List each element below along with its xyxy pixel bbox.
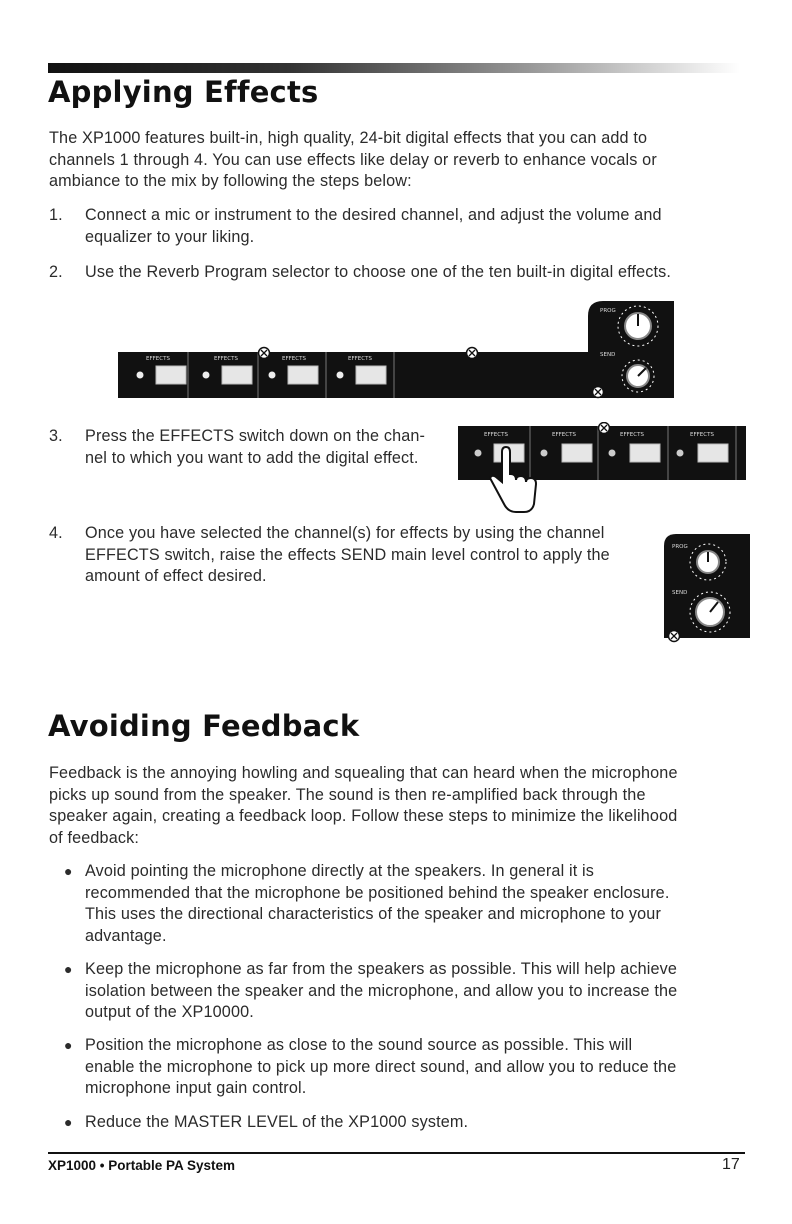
send-label: SEND <box>600 352 616 358</box>
effects-label: EFFECTS <box>348 356 372 362</box>
step-3 <box>49 426 469 472</box>
text-line: Reduce the MASTER LEVEL of the XP1000 system. <box>85 1113 469 1131</box>
section-title-applying-effects: Applying Effects <box>48 75 319 109</box>
text-line: Position the microphone as close to the sound source as possible. This will <box>85 1036 633 1054</box>
prog-label: PROG <box>672 544 688 550</box>
bullet-icon: ● <box>64 961 73 977</box>
effects-label: EFFECTS <box>214 356 238 362</box>
bullet-item <box>64 1035 734 1101</box>
text-line: Keep the microphone as far from the speakers as possible. This will help achieve <box>85 960 678 978</box>
effects-switch-press-illustration <box>458 422 746 518</box>
step-number: 4. <box>49 524 63 542</box>
text-line: Avoid pointing the microphone directly at the speakers. In general it is <box>85 862 594 880</box>
text-line: enable the microphone to pick up more direct sound, and allow you to reduce the <box>85 1057 677 1076</box>
section-title-avoiding-feedback: Avoiding Feedback <box>48 709 360 743</box>
step-number: 1. <box>49 206 63 224</box>
step-number: 3. <box>49 427 63 445</box>
step-4 <box>49 523 659 591</box>
effects-label: EFFECTS <box>620 432 644 438</box>
text-line: picks up sound from the speaker. The sound is then re-amplified back through the <box>49 785 646 804</box>
text-line: The XP1000 features built-in, high quality, 24-bit digital effects that you can add to <box>49 129 648 147</box>
text-line: Press the EFFECTS switch down on the chan- <box>85 427 426 445</box>
text-line: EFFECTS switch, raise the effects SEND main level control to apply the <box>85 545 610 564</box>
page-number: 17 <box>722 1156 740 1173</box>
bullet-item <box>64 861 734 949</box>
text-line: recommended that the microphone be positioned behind the speaker enclosure. <box>85 883 670 902</box>
bullet-icon: ● <box>64 863 73 879</box>
step-number: 2. <box>49 263 63 281</box>
feedback-intro-paragraph <box>49 763 739 849</box>
text-line: Use the Reverb Program selector to choose one of the ten built-in digital effects. <box>85 263 672 281</box>
prog-label: PROG <box>600 308 616 314</box>
effects-label: EFFECTS <box>552 432 576 438</box>
bullet-icon: ● <box>64 1114 73 1130</box>
footer-rule <box>48 1152 745 1154</box>
text-line: isolation between the speaker and the microphone, and allow you to increase the <box>85 981 678 1000</box>
step-2 <box>49 262 749 284</box>
text-line: amount of effect desired. <box>85 567 267 585</box>
step-1 <box>49 205 749 251</box>
effects-panel-illustration <box>118 296 674 400</box>
text-line: Connect a mic or instrument to the desired channel, and adjust the volume and <box>85 206 662 224</box>
text-line: output of the XP10000. <box>85 1003 254 1021</box>
text-line: nel to which you want to add the digital effect. <box>85 448 419 467</box>
footer-product-name: XP1000 • Portable PA System <box>48 1158 236 1173</box>
text-line: advantage. <box>85 926 167 945</box>
send-control-illustration <box>664 532 750 644</box>
text-line: equalizer to your liking. <box>85 227 255 246</box>
text-line: Feedback is the annoying howling and squealing that can heard when the microphone <box>49 764 678 782</box>
text-line: Once you have selected the channel(s) for effects by using the channel <box>85 524 605 542</box>
bullet-item <box>64 1112 734 1134</box>
text-line: microphone input gain control. <box>85 1079 307 1097</box>
effects-label: EFFECTS <box>690 432 714 438</box>
bullet-icon: ● <box>64 1037 73 1053</box>
header-rule <box>48 63 740 73</box>
intro-paragraph <box>49 128 739 193</box>
text-line: This uses the directional characteristics of the speaker and microphone to your <box>85 905 662 923</box>
text-line: channels 1 through 4. You can use effects like delay or reverb to enhance vocals or <box>49 150 657 169</box>
effects-label: EFFECTS <box>282 356 306 362</box>
bullet-item <box>64 959 734 1025</box>
text-line: of feedback: <box>49 828 139 847</box>
effects-label: EFFECTS <box>146 356 170 362</box>
effects-label: EFFECTS <box>484 432 508 438</box>
text-line: speaker again, creating a feedback loop. Follow these steps to minimize the likelihood <box>49 807 678 825</box>
text-line: ambiance to the mix by following the steps below: <box>49 172 412 190</box>
send-label: SEND <box>672 590 688 596</box>
